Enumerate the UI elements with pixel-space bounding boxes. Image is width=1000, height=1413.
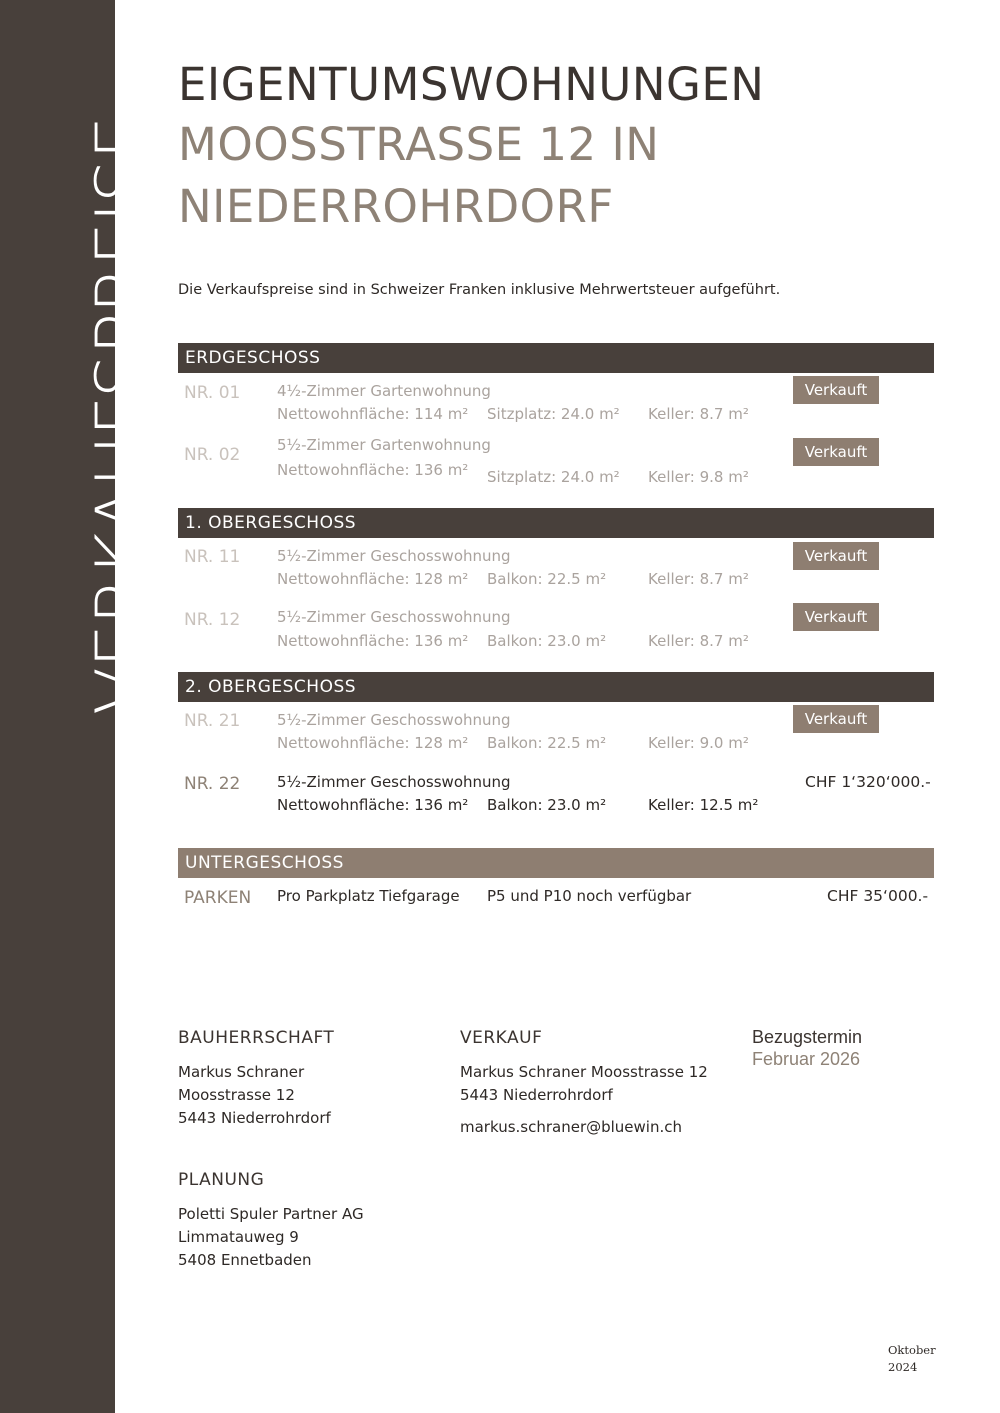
verkauf-email[interactable]: markus.schraner@bluewin.ch [460, 1118, 683, 1136]
unit-number: NR. 02 [184, 445, 241, 465]
unit-area: Nettowohnfläche: 136 m² [277, 796, 469, 814]
page-subtitle-line2: NIEDERROHRDORF [178, 180, 614, 233]
address-line: Limmatauweg 9 [178, 1228, 299, 1246]
address-line: Poletti Spuler Partner AG [178, 1205, 364, 1223]
address-line: Moosstrasse 12 [178, 1086, 295, 1104]
unit-outdoor: Balkon: 22.5 m² [487, 570, 607, 588]
planung-address [178, 1203, 364, 1272]
page-title: EIGENTUMSWOHNUNGEN [178, 58, 765, 111]
unit-area: Nettowohnfläche: 136 m² [277, 461, 469, 479]
document-date [888, 1342, 936, 1376]
date-month: Oktober [888, 1343, 936, 1357]
date-year: 2024 [888, 1360, 918, 1374]
bauherrschaft-address [178, 1061, 331, 1130]
parking-availability: P5 und P10 noch verfügbar [487, 887, 692, 905]
planung-heading: PLANUNG [178, 1170, 265, 1190]
bezugstermin-label: Bezugstermin [752, 1027, 863, 1047]
parking-price: CHF 35‘000.- [827, 887, 929, 905]
bauherrschaft-heading: BAUHERRSCHAFT [178, 1028, 335, 1048]
bezugstermin-date: Februar 2026 [752, 1049, 861, 1069]
unit-type: 4½-Zimmer Gartenwohnung [277, 382, 491, 400]
address-line: 5408 Ennetbaden [178, 1251, 312, 1269]
address-line: Markus Schraner [178, 1063, 305, 1081]
section-header-erdgeschoss: ERDGESCHOSS [178, 343, 934, 373]
status-badge: Verkauft [793, 603, 879, 631]
unit-number: NR. 12 [184, 610, 241, 630]
unit-area: Nettowohnfläche: 114 m² [277, 405, 469, 423]
unit-area: Nettowohnfläche: 128 m² [277, 734, 469, 752]
unit-type: 5½-Zimmer Gartenwohnung [277, 436, 491, 454]
parking-description: Pro Parkplatz Tiefgarage [277, 887, 460, 905]
address-line: Markus Schraner Moosstrasse 12 [460, 1063, 708, 1081]
unit-outdoor: Sitzplatz: 24.0 m² [487, 468, 620, 486]
unit-outdoor: Balkon: 23.0 m² [487, 632, 607, 650]
sidebar [0, 0, 163, 1413]
address-line: 5443 Niederrohrdorf [178, 1109, 331, 1127]
status-badge: Verkauft [793, 376, 879, 404]
unit-cellar: Keller: 9.8 m² [648, 468, 749, 486]
section-header-untergeschoss: UNTERGESCHOSS [178, 848, 934, 878]
status-badge: Verkauft [793, 542, 879, 570]
unit-cellar: Keller: 12.5 m² [648, 796, 759, 814]
parking-label: PARKEN [184, 888, 252, 908]
unit-outdoor: Balkon: 23.0 m² [487, 796, 607, 814]
verkauf-heading: VERKAUF [460, 1028, 543, 1048]
unit-outdoor: Sitzplatz: 24.0 m² [487, 405, 620, 423]
unit-outdoor: Balkon: 22.5 m² [487, 734, 607, 752]
unit-type: 5½-Zimmer Geschosswohnung [277, 547, 511, 565]
unit-number: NR. 01 [184, 383, 241, 403]
sidebar-label: VERKAUFSPREISE [81, 116, 163, 715]
unit-type: 5½-Zimmer Geschosswohnung [277, 711, 511, 729]
intro-text: Die Verkaufspreise sind in Schweizer Franken inklusive Mehrwertsteuer aufgeführt. [178, 282, 781, 298]
unit-type: 5½-Zimmer Geschosswohnung [277, 608, 511, 626]
unit-area: Nettowohnfläche: 128 m² [277, 570, 469, 588]
unit-area: Nettowohnfläche: 136 m² [277, 632, 469, 650]
unit-number: NR. 22 [184, 774, 241, 794]
unit-cellar: Keller: 8.7 m² [648, 570, 749, 588]
status-badge: Verkauft [793, 438, 879, 466]
section-header-2-obergeschoss: 2. OBERGESCHOSS [178, 672, 934, 702]
verkauf-address [460, 1061, 708, 1107]
address-line: 5443 Niederrohrdorf [460, 1086, 613, 1104]
unit-number: NR. 21 [184, 711, 241, 731]
status-badge: Verkauft [793, 705, 879, 733]
unit-price: CHF 1‘320‘000.- [805, 773, 931, 791]
unit-cellar: Keller: 8.7 m² [648, 632, 749, 650]
unit-cellar: Keller: 9.0 m² [648, 734, 749, 752]
unit-type: 5½-Zimmer Geschosswohnung [277, 773, 511, 791]
unit-cellar: Keller: 8.7 m² [648, 405, 749, 423]
section-header-1-obergeschoss: 1. OBERGESCHOSS [178, 508, 934, 538]
page-subtitle-line1: MOOSSTRASSE 12 IN [178, 118, 660, 171]
unit-number: NR. 11 [184, 547, 241, 567]
